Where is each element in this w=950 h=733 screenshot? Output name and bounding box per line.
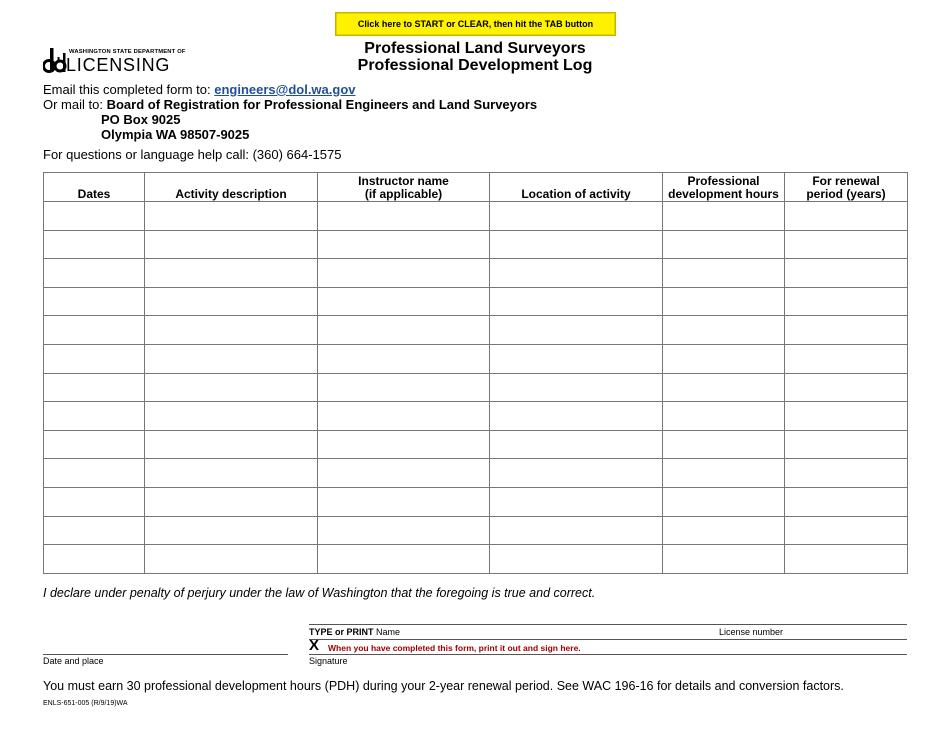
logo-department-text: WASHINGTON STATE DEPARTMENT OF [69,49,186,55]
cell-renewal [785,202,908,231]
table-row [44,430,908,459]
location-input[interactable] [490,288,662,316]
instructor-input[interactable] [318,431,489,459]
renewal-input[interactable] [785,488,907,516]
cell-renewal [785,459,908,488]
cell-location [490,259,663,288]
cell-activity [145,459,318,488]
printed-name-field[interactable] [375,625,709,640]
location-input[interactable] [490,431,662,459]
cell-location [490,459,663,488]
cell-activity [145,516,318,545]
renewal-input[interactable] [785,316,907,344]
license-number-label: License number [719,627,784,637]
location-input[interactable] [490,459,662,487]
location-input[interactable] [490,488,662,516]
table-row [44,516,908,545]
renewal-input[interactable] [785,517,907,545]
cell-hours [663,545,785,574]
table-row [44,287,908,316]
cell-instructor [318,373,490,402]
location-input[interactable] [490,316,662,344]
activity-input[interactable] [145,202,317,230]
header-dates: Dates [44,173,145,202]
cell-renewal [785,287,908,316]
dates-input[interactable] [44,374,144,402]
cell-instructor [318,202,490,231]
hours-input[interactable] [663,488,784,516]
dates-input[interactable] [44,259,144,287]
start-clear-button[interactable]: Click here to START or CLEAR, then hit the TAB button [335,12,616,36]
signature-line [309,654,907,655]
cell-location [490,230,663,259]
instructor-input[interactable] [318,316,489,344]
type-print-rest: Name [373,627,401,637]
header-activity: Activity description [145,173,318,202]
table-row [44,259,908,288]
form-number: ENLS-651-005 (R/9/19)WA [43,700,128,707]
table-row [44,402,908,431]
cell-instructor [318,259,490,288]
mail-prefix: Or mail to: [43,97,107,112]
hours-input[interactable] [663,202,784,230]
cell-dates [44,430,145,459]
date-place-line [43,654,288,655]
cell-activity [145,259,318,288]
renewal-input[interactable] [785,431,907,459]
dates-input[interactable] [44,402,144,430]
hours-input[interactable] [663,374,784,402]
hours-input[interactable] [663,345,784,373]
instructor-input[interactable] [318,231,489,259]
cell-location [490,487,663,516]
renewal-input[interactable] [785,288,907,316]
signature-x-mark: X [309,637,320,654]
cell-dates [44,459,145,488]
dates-input[interactable] [44,545,144,573]
cell-dates [44,287,145,316]
hours-input[interactable] [663,259,784,287]
logo-licensing-text: LICENSING [66,55,171,75]
activity-input[interactable] [145,345,317,373]
renewal-input[interactable] [785,545,907,573]
cell-renewal [785,373,908,402]
table-row [44,202,908,231]
location-input[interactable] [490,345,662,373]
cell-renewal [785,230,908,259]
dates-input[interactable] [44,288,144,316]
cell-activity [145,287,318,316]
cell-hours [663,487,785,516]
activity-input[interactable] [145,231,317,259]
cell-activity [145,430,318,459]
cell-instructor [318,402,490,431]
activity-input[interactable] [145,374,317,402]
cell-renewal [785,545,908,574]
page-title [330,40,620,74]
cell-instructor [318,516,490,545]
instructor-input[interactable] [318,288,489,316]
cell-location [490,402,663,431]
cell-instructor [318,287,490,316]
activity-input[interactable] [145,545,317,573]
cell-location [490,316,663,345]
cell-dates [44,230,145,259]
help-phone-text: For questions or language help call: (360) 664-1575 [43,147,342,162]
table-row [44,459,908,488]
activity-input[interactable] [145,402,317,430]
table-row [44,487,908,516]
declaration-text: I declare under penalty of perjury under the law of Washington that the foregoing is true and correct. [43,586,596,600]
cell-instructor [318,316,490,345]
cell-hours [663,516,785,545]
renewal-input[interactable] [785,231,907,259]
cell-hours [663,373,785,402]
cell-renewal [785,344,908,373]
cell-renewal [785,316,908,345]
cell-dates [44,259,145,288]
cell-hours [663,316,785,345]
table-row [44,316,908,345]
cell-dates [44,402,145,431]
cell-hours [663,430,785,459]
cell-instructor [318,487,490,516]
hours-input[interactable] [663,431,784,459]
instructor-input[interactable] [318,517,489,545]
email-link[interactable]: engineers@dol.wa.gov [214,82,356,97]
hours-input[interactable] [663,459,784,487]
cell-renewal [785,487,908,516]
signature-line-top [309,639,907,640]
table-row [44,373,908,402]
dates-input[interactable] [44,459,144,487]
header-location: Location of activity [490,173,663,202]
type-print-bold: TYPE or PRINT [309,627,374,637]
hours-input[interactable] [663,545,784,573]
hours-input[interactable] [663,316,784,344]
cell-dates [44,316,145,345]
dates-input[interactable] [44,316,144,344]
cell-dates [44,373,145,402]
header-hours [663,173,785,202]
header-instructor [318,173,490,202]
dates-input[interactable] [44,431,144,459]
hours-input[interactable] [663,517,784,545]
cell-activity [145,373,318,402]
cell-dates [44,344,145,373]
location-input[interactable] [490,259,662,287]
location-input[interactable] [490,402,662,430]
cell-hours [663,402,785,431]
title-line-1: Professional Land Surveyors [364,40,586,57]
cell-hours [663,287,785,316]
license-number-field[interactable] [790,625,904,640]
header-hours-line-1: Professional [687,174,760,188]
cell-hours [663,259,785,288]
hours-input[interactable] [663,288,784,316]
dol-logo-icon [43,47,67,75]
table-header-row [44,173,908,202]
header-hours-line-2: development hours [668,187,779,201]
cell-renewal [785,516,908,545]
instructor-input[interactable] [318,202,489,230]
mail-address-line-2: PO Box 9025 [101,112,181,127]
mail-address-line-1: Board of Registration for Professional Engineers and Land Surveyors [106,97,538,112]
header-renewal-line-1: For renewal [812,174,880,188]
cell-location [490,344,663,373]
cell-location [490,516,663,545]
cell-instructor [318,545,490,574]
cell-activity [145,202,318,231]
hours-input[interactable] [663,231,784,259]
renewal-input[interactable] [785,202,907,230]
cell-location [490,373,663,402]
renewal-input[interactable] [785,459,907,487]
renewal-input[interactable] [785,402,907,430]
header-instructor-line-2: (if applicable) [364,187,443,201]
cell-activity [145,230,318,259]
location-input[interactable] [490,517,662,545]
sign-here-note: When you have completed this form, print it out and sign here. [328,643,581,653]
activity-input[interactable] [145,316,317,344]
cell-renewal [785,402,908,431]
cell-dates [44,516,145,545]
renewal-input[interactable] [785,374,907,402]
cell-location [490,545,663,574]
contact-block [43,82,537,142]
hours-input[interactable] [663,402,784,430]
location-input[interactable] [490,231,662,259]
table-row [44,545,908,574]
cell-instructor [318,459,490,488]
table-row [44,344,908,373]
activity-input[interactable] [145,288,317,316]
cell-instructor [318,430,490,459]
dates-input[interactable] [44,345,144,373]
location-input[interactable] [490,374,662,402]
instructor-input[interactable] [318,259,489,287]
email-prefix: Email this completed form to: [43,82,215,97]
instructor-input[interactable] [318,345,489,373]
dates-input[interactable] [44,488,144,516]
development-log-table [43,172,908,574]
cell-renewal [785,430,908,459]
table-row [44,230,908,259]
dol-logo [43,46,186,76]
renewal-input[interactable] [785,259,907,287]
location-input[interactable] [490,202,662,230]
cell-renewal [785,259,908,288]
instructor-input[interactable] [318,374,489,402]
instructor-input[interactable] [318,402,489,430]
cell-activity [145,545,318,574]
cell-location [490,287,663,316]
cell-activity [145,402,318,431]
cell-hours [663,202,785,231]
pdh-requirement-note: You must earn 30 professional development hours (PDH) during your 2-year renewal period. See WAC 196-16 for details and conversion factors. [43,679,844,693]
cell-hours [663,230,785,259]
instructor-input[interactable] [318,545,489,573]
dates-input[interactable] [44,202,144,230]
header-renewal [785,173,908,202]
instructor-input[interactable] [318,459,489,487]
cell-instructor [318,230,490,259]
cell-instructor [318,344,490,373]
renewal-input[interactable] [785,345,907,373]
activity-input[interactable] [145,488,317,516]
title-line-2: Professional Development Log [357,57,593,74]
cell-dates [44,202,145,231]
signature-label: Signature [309,656,348,666]
header-renewal-line-2: period (years) [806,187,886,201]
cell-location [490,202,663,231]
instructor-input[interactable] [318,488,489,516]
cell-activity [145,344,318,373]
dates-input[interactable] [44,517,144,545]
cell-dates [44,487,145,516]
date-place-label: Date and place [43,656,104,666]
cell-dates [44,545,145,574]
cell-hours [663,459,785,488]
activity-input[interactable] [145,259,317,287]
cell-activity [145,316,318,345]
header-instructor-line-1: Instructor name [358,174,449,188]
activity-input[interactable] [145,459,317,487]
cell-activity [145,487,318,516]
activity-input[interactable] [145,431,317,459]
cell-hours [663,344,785,373]
cell-location [490,430,663,459]
dates-input[interactable] [44,231,144,259]
mail-address-line-3: Olympia WA 98507-9025 [101,127,250,142]
activity-input[interactable] [145,517,317,545]
location-input[interactable] [490,545,662,573]
